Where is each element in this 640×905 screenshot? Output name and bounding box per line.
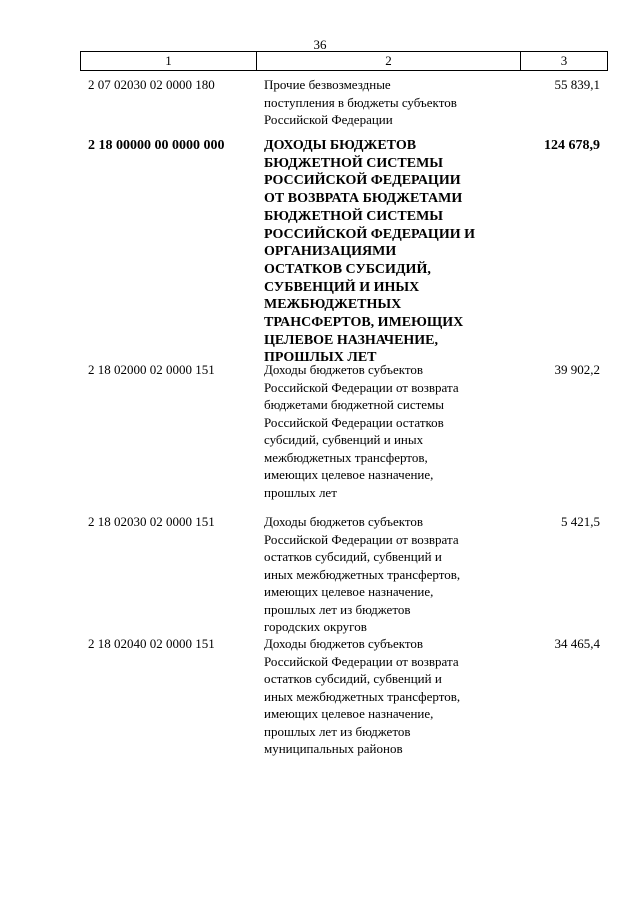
description-line: БЮДЖЕТНОЙ СИСТЕМЫ	[264, 155, 444, 171]
description-line: РОССИЙСКОЙ ФЕДЕРАЦИИ	[264, 173, 461, 189]
budget-code: 2 07 02030 02 0000 180	[88, 77, 215, 92]
description-line: Доходы бюджетов субъектов	[264, 514, 424, 529]
row-description	[264, 76, 514, 129]
description-line: иных межбюджетных трансфертов,	[264, 688, 461, 704]
budget-code: 2 18 02030 02 0000 151	[88, 514, 215, 529]
page-number: 36	[313, 37, 327, 52]
description-line: ОСТАТКОВ СУБСИДИЙ,	[264, 261, 431, 277]
description-line: Российской Федерации остатков	[264, 414, 444, 430]
description-line: прошлых лет из бюджетов	[264, 601, 411, 617]
description-line: имеющих целевое назначение,	[264, 706, 434, 721]
description-line: ДОХОДЫ БЮДЖЕТОВ	[264, 138, 417, 153]
amount-value: 124 678,9	[544, 138, 600, 153]
amount-value: 55 839,1	[554, 77, 600, 92]
description-line: Доходы бюджетов субъектов	[264, 362, 424, 377]
description-line: ЦЕЛЕВОЕ НАЗНАЧЕНИЕ,	[264, 332, 439, 348]
description-line: бюджетами бюджетной системы	[264, 397, 445, 412]
description-line: имеющих целевое назначение,	[264, 584, 434, 599]
description-line: ПРОШЛЫХ ЛЕТ	[264, 350, 377, 366]
description-line: Российской Федерации от возврата	[264, 531, 459, 547]
description-line: Российской Федерации от возврата	[264, 379, 459, 395]
amount-value: 39 902,2	[554, 362, 600, 377]
description-line: СУБВЕНЦИЙ И ИНЫХ	[264, 279, 420, 295]
row-description	[264, 635, 514, 758]
description-line: РОССИЙСКОЙ ФЕДЕРАЦИИ И	[264, 226, 475, 242]
description-line: прошлых лет из бюджетов	[264, 723, 411, 739]
description-line: МЕЖБЮДЖЕТНЫХ	[264, 297, 402, 313]
budget-code: 2 18 00000 00 0000 000	[88, 138, 225, 153]
description-line: поступления в бюджеты субъектов	[264, 94, 457, 110]
amount-value: 5 421,5	[561, 514, 600, 529]
description-line: муниципальных районов	[264, 741, 403, 756]
description-line: БЮДЖЕТНОЙ СИСТЕМЫ	[264, 208, 444, 224]
description-line: субсидий, субвенций и иных	[264, 432, 424, 447]
description-line: Российской Федерации	[264, 112, 393, 127]
description-line: Прочие безвозмездные	[264, 77, 391, 92]
column-header-3: 3	[560, 53, 568, 68]
description-line: остатков субсидий, субвенций и	[264, 549, 442, 564]
column-header-1: 1	[81, 52, 257, 70]
description-line: ОРГАНИЗАЦИЯМИ	[264, 244, 397, 260]
description-line: иных межбюджетных трансфертов,	[264, 566, 461, 582]
description-line: прошлых лет	[264, 484, 337, 500]
description-line: Российской Федерации от возврата	[264, 653, 459, 669]
description-line: городских округов	[264, 619, 367, 634]
row-description	[264, 361, 514, 501]
description-line: ТРАНСФЕРТОВ, ИМЕЮЩИХ	[264, 315, 464, 331]
description-line: имеющих целевое назначение,	[264, 467, 434, 482]
description-line: межбюджетных трансфертов,	[264, 449, 428, 465]
table-header	[80, 51, 608, 71]
column-header-2: 2	[257, 52, 521, 70]
row-description	[264, 137, 514, 367]
description-line: ОТ ВОЗВРАТА БЮДЖЕТАМИ	[264, 191, 463, 207]
amount-value: 34 465,4	[554, 636, 600, 651]
budget-code: 2 18 02000 02 0000 151	[88, 362, 215, 377]
description-line: Доходы бюджетов субъектов	[264, 636, 424, 651]
budget-code: 2 18 02040 02 0000 151	[88, 636, 215, 651]
row-description	[264, 513, 514, 636]
description-line: остатков субсидий, субвенций и	[264, 671, 442, 686]
